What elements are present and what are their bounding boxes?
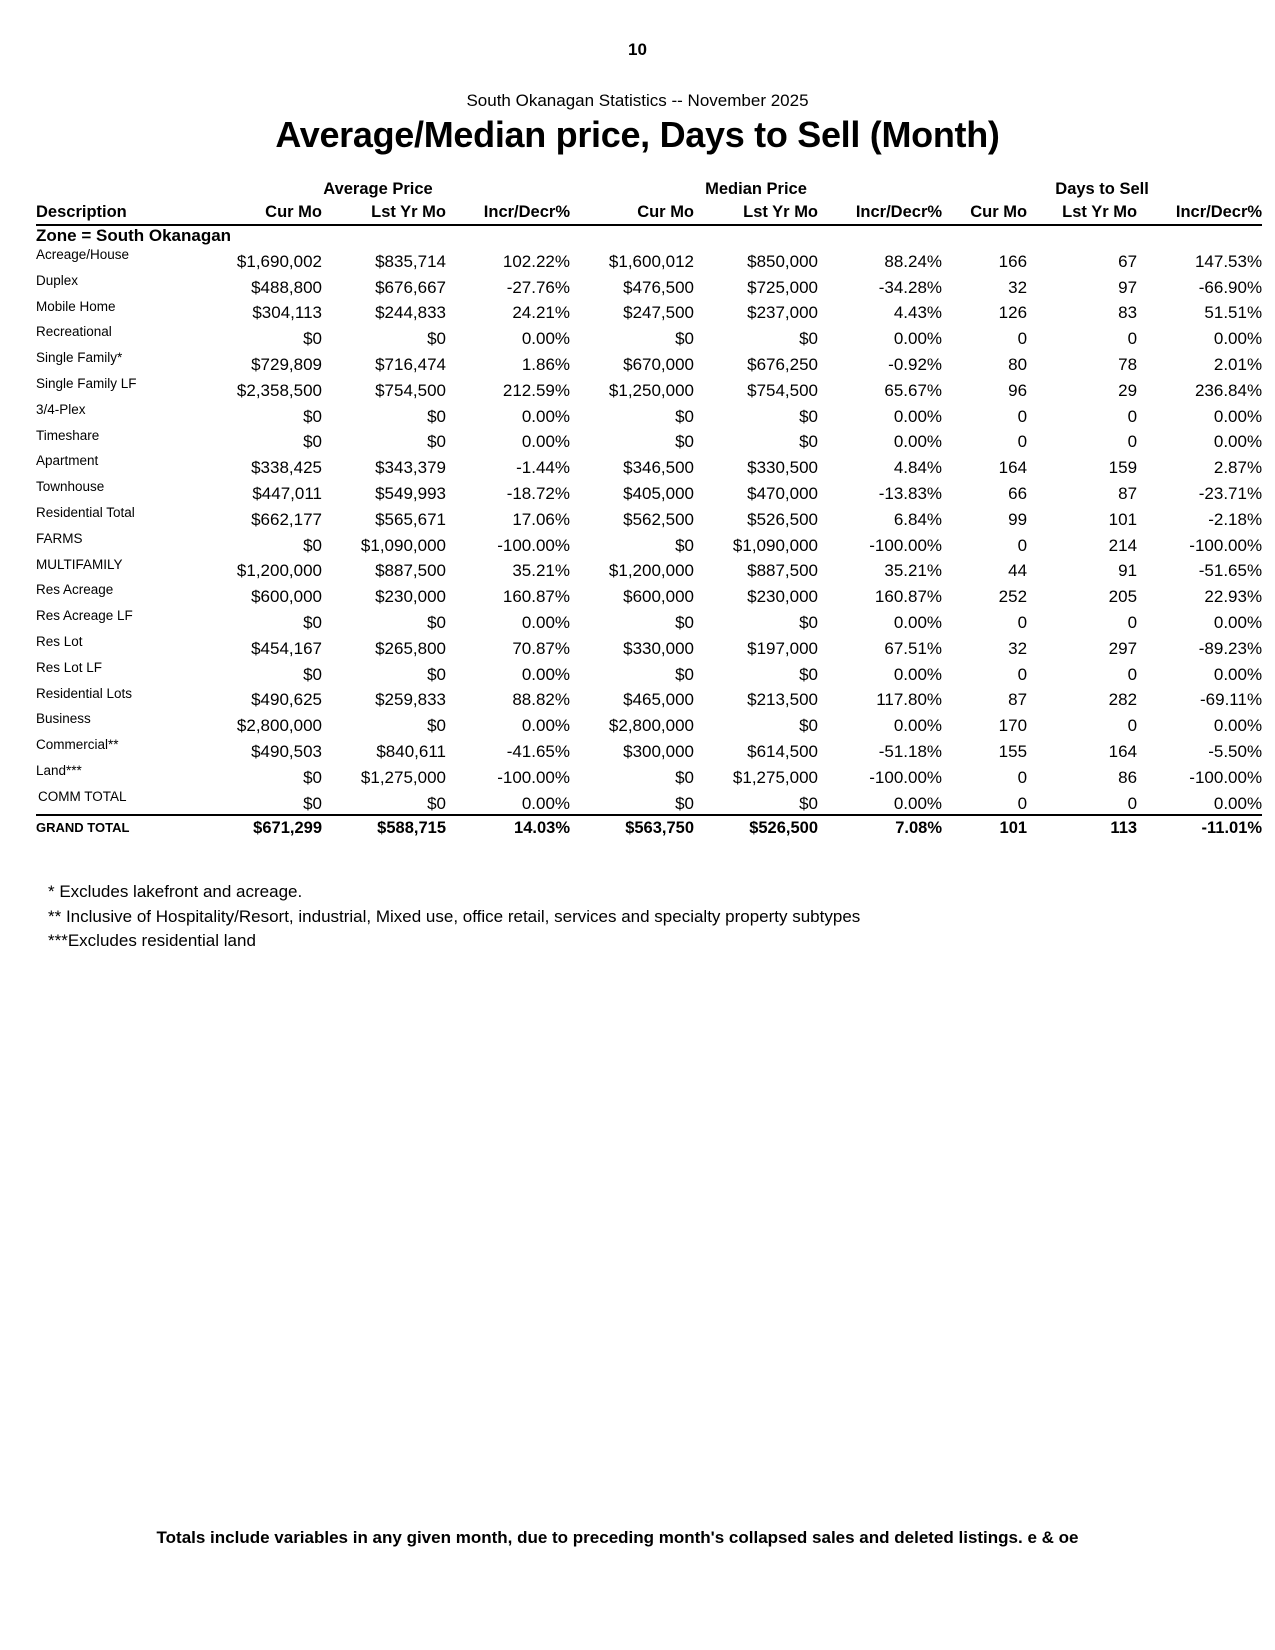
row-description: Apartment: [36, 453, 99, 469]
table-cell: -34.28%: [878, 277, 943, 297]
table-cell: $0: [675, 406, 695, 426]
table-row: [36, 633, 1262, 659]
table-cell: -1.44%: [516, 458, 571, 478]
table-cell: 86: [1118, 767, 1138, 787]
table-cell: 0.00%: [1213, 716, 1263, 736]
table-cell: $0: [570, 788, 694, 815]
table-cell: 0: [1127, 716, 1138, 736]
table-cell: 0.00%: [893, 612, 943, 632]
table-cell: 1.86%: [521, 354, 571, 374]
table-cell: 164: [1108, 741, 1138, 761]
table-cell: 147.53%: [1194, 251, 1263, 271]
row-description: Acreage/House: [36, 247, 130, 262]
table-cell: $0: [675, 432, 695, 452]
table-cell: $0: [427, 612, 446, 632]
table-cell: -89.23%: [1198, 638, 1263, 658]
grand-total-cell: 7.08%: [895, 818, 943, 837]
table-cell: 159: [1108, 458, 1138, 478]
table-cell: -66.90%: [1198, 277, 1263, 297]
row-description: Res Acreage: [36, 582, 114, 598]
table-body: [36, 225, 1262, 246]
column-header-med-cur-mo: Cur Mo: [570, 200, 694, 225]
table-cell: -2.18%: [1208, 509, 1263, 529]
table-row: [36, 788, 1262, 815]
table-cell: $470,000: [747, 483, 819, 503]
row-description: COMM TOTAL: [36, 788, 186, 815]
grand-total-cell: 113: [1110, 818, 1138, 837]
table-cell: $0: [799, 432, 819, 452]
table-cell: 0.00%: [521, 406, 571, 426]
table-cell: $1,090,000: [732, 535, 819, 555]
table-cell: 297: [1108, 638, 1138, 658]
table-row: [36, 710, 1262, 736]
table-cell: $230,000: [747, 587, 819, 607]
table-cell: 0.00%: [446, 788, 570, 815]
table-cell: $447,011: [252, 483, 322, 503]
table-cell: -100.00%: [1189, 767, 1263, 787]
table-cell: $1,090,000: [360, 535, 446, 555]
table-cell: $0: [427, 432, 446, 452]
table-cell: -41.65%: [506, 741, 571, 761]
table-cell: 87: [1118, 483, 1138, 503]
row-description: Land***: [36, 762, 82, 778]
table-cell: -51.18%: [878, 741, 943, 761]
table-cell: 0.00%: [893, 716, 943, 736]
table-cell: 96: [1008, 380, 1028, 400]
table-cell: $2,358,500: [236, 380, 322, 400]
table-cell: 0.00%: [521, 612, 571, 632]
table-cell: $729,809: [251, 354, 322, 374]
table-cell: 0.00%: [893, 664, 943, 684]
grand-total-cell: 101: [999, 818, 1028, 837]
table-cell: $662,177: [251, 509, 322, 529]
table-cell: 0.00%: [893, 432, 943, 452]
table-cell: $230,000: [375, 587, 446, 607]
table-cell: 32: [1008, 277, 1028, 297]
table-cell: -100.00%: [869, 767, 943, 787]
table-row: [36, 607, 1262, 633]
table-cell: 214: [1108, 535, 1138, 555]
table-cell: $526,500: [747, 509, 819, 529]
table-cell: $1,200,000: [236, 561, 322, 581]
table-cell: $247,500: [623, 303, 695, 323]
table-cell: $476,500: [623, 277, 695, 297]
grand-total-cell: $563,750: [625, 818, 695, 837]
grand-total-cell: $671,299: [253, 818, 322, 837]
table-cell: $490,625: [251, 690, 322, 710]
table-row: [36, 581, 1262, 607]
table-cell: $1,690,002: [236, 251, 322, 271]
table-cell: $1,250,000: [608, 380, 695, 400]
statistics-table-container: [36, 178, 1263, 840]
table-cell: -100.00%: [1189, 535, 1263, 555]
table-cell: $725,000: [747, 277, 819, 297]
table-cell: 88.24%: [884, 251, 943, 271]
group-header-days-to-sell: Days to Sell: [1055, 179, 1149, 198]
table-cell: $716,474: [375, 354, 446, 374]
table-cell: $0: [303, 612, 322, 632]
column-group-header-row: [36, 178, 1262, 200]
row-description: Single Family LF: [36, 375, 137, 391]
grand-total-label: GRAND TOTAL: [36, 819, 130, 835]
group-header-average-price: Average Price: [323, 179, 433, 198]
column-header-dts-lst-yr-mo: Lst Yr Mo: [1027, 200, 1137, 225]
table-cell: 0.00%: [1213, 432, 1263, 452]
row-description: Townhouse: [36, 479, 105, 495]
table-cell: 4.84%: [893, 458, 943, 478]
table-cell: 0.00%: [1213, 664, 1263, 684]
table-cell: 0.00%: [521, 329, 571, 349]
table-cell: $0: [675, 612, 695, 632]
table-cell: -100.00%: [869, 535, 943, 555]
table-cell: 87: [1008, 690, 1028, 710]
table-cell: 35.21%: [884, 561, 943, 581]
table-cell: -13.83%: [878, 483, 943, 503]
table-cell: $0: [799, 406, 819, 426]
row-description: Commercial**: [36, 737, 119, 753]
grand-total-body: [36, 815, 1262, 840]
table-cell: 78: [1118, 354, 1138, 374]
zone-label: Zone = South Okanagan: [36, 226, 232, 245]
table-cell: $197,000: [747, 638, 819, 658]
group-header-median-price: Median Price: [705, 179, 807, 198]
table-cell: 35.21%: [512, 561, 571, 581]
table-row: [36, 685, 1262, 711]
table-cell: 17.06%: [512, 509, 571, 529]
table-cell: -27.76%: [506, 277, 571, 297]
table-cell: -0.92%: [888, 354, 943, 374]
row-description: MULTIFAMILY: [36, 556, 123, 572]
report-title: Average/Median price, Days to Sell (Month): [275, 114, 1000, 155]
table-cell: $0: [799, 329, 819, 349]
row-description: Residential Lots: [36, 685, 133, 701]
table-cell: 44: [1008, 561, 1028, 581]
row-description: Timeshare: [36, 427, 100, 443]
row-description: 3/4-Plex: [36, 401, 86, 417]
grand-total-cell: 14.03%: [514, 818, 571, 837]
table-cell: $1,200,000: [608, 561, 695, 581]
table-cell: 117.80%: [876, 690, 943, 710]
table-cell: $670,000: [623, 354, 695, 374]
table-cell: $454,167: [251, 638, 322, 658]
table-cell: $259,833: [375, 690, 446, 710]
grand-total-cell: $588,715: [377, 818, 446, 837]
table-cell: 80: [1008, 354, 1028, 374]
table-cell: 160.87%: [502, 587, 571, 607]
table-cell: 212.59%: [502, 380, 571, 400]
row-description: Res Lot: [36, 633, 83, 649]
table-row: [36, 452, 1262, 478]
group-header-spacer: [36, 178, 186, 200]
table-cell: 0.00%: [1137, 788, 1262, 815]
row-description: FARMS: [36, 530, 83, 546]
table-cell: $0: [675, 329, 695, 349]
table-cell: $676,250: [747, 354, 819, 374]
table-cell: 29: [1118, 380, 1138, 400]
table-cell: 166: [998, 251, 1028, 271]
table-row: [36, 762, 1262, 788]
table-cell: 24.21%: [512, 303, 571, 323]
table-cell: -100.00%: [497, 767, 571, 787]
table-cell: $565,671: [375, 509, 446, 529]
table-cell: $300,000: [623, 741, 695, 761]
table-cell: $346,500: [623, 458, 695, 478]
row-description: Mobile Home: [36, 298, 116, 314]
table-cell: $237,000: [747, 303, 819, 323]
table-cell: $1,275,000: [732, 767, 819, 787]
table-row: [36, 659, 1262, 685]
table-cell: 205: [1108, 587, 1138, 607]
table-cell: $562,500: [623, 509, 695, 529]
table-cell: 0: [1017, 432, 1028, 452]
zone-row: [36, 225, 1262, 246]
table-cell: $614,500: [747, 741, 819, 761]
table-cell: $887,500: [747, 561, 819, 581]
table-row: [36, 478, 1262, 504]
table-cell: $676,667: [375, 277, 446, 297]
table-row: [36, 298, 1262, 324]
table-cell: 0: [1127, 664, 1138, 684]
table-cell: $887,500: [375, 561, 446, 581]
table-cell: 0: [1017, 612, 1028, 632]
table-cell: 97: [1118, 277, 1138, 297]
table-cell: 91: [1118, 561, 1138, 581]
table-cell: 0: [1017, 664, 1028, 684]
row-description: Residential Total: [36, 504, 135, 520]
table-cell: $0: [303, 664, 322, 684]
column-header-med-incr-decr: Incr/Decr%: [818, 200, 942, 225]
table-cell: $244,833: [375, 303, 446, 323]
table-cell: 0.00%: [893, 329, 943, 349]
table-cell: $754,500: [747, 380, 819, 400]
table-cell: $1,275,000: [360, 767, 446, 787]
column-header-dts-incr-decr: Incr/Decr%: [1137, 200, 1262, 225]
table-cell: 65.67%: [884, 380, 943, 400]
grand-total-cell: $526,500: [749, 818, 819, 837]
table-cell: $0: [303, 329, 322, 349]
table-cell: $465,000: [623, 690, 695, 710]
table-cell: $0: [303, 406, 322, 426]
table-cell: $0: [303, 535, 322, 555]
table-row: [36, 556, 1262, 582]
table-cell: $0: [322, 788, 446, 815]
table-cell: $488,800: [251, 277, 322, 297]
table-cell: 0.00%: [818, 788, 942, 815]
table-cell: $405,000: [623, 483, 695, 503]
table-cell: 99: [1008, 509, 1028, 529]
table-row: [36, 427, 1262, 453]
table-cell: $330,000: [623, 638, 695, 658]
table-row: [36, 530, 1262, 556]
table-cell: 170: [998, 716, 1028, 736]
table-row: [36, 272, 1262, 298]
grand-total-cell: -11.01%: [1201, 818, 1263, 837]
table-cell: $850,000: [747, 251, 819, 271]
table-cell: 0.00%: [521, 432, 571, 452]
table-cell: $338,425: [251, 458, 322, 478]
row-description: Duplex: [36, 272, 79, 288]
table-cell: 66: [1008, 483, 1028, 503]
footnote-commercial: ** Inclusive of Hospitality/Resort, industrial, Mixed use, office retail, services and specialty property subtypes: [48, 906, 861, 926]
table-cell: 0: [1127, 329, 1138, 349]
table-cell: $549,993: [375, 483, 446, 503]
table-cell: -5.50%: [1208, 741, 1263, 761]
table-cell: 0: [1017, 767, 1028, 787]
table-cell: 236.84%: [1194, 380, 1263, 400]
table-cell: 67.51%: [884, 638, 943, 658]
table-cell: -18.72%: [506, 483, 571, 503]
table-cell: 0.00%: [893, 406, 943, 426]
table-cell: $0: [675, 767, 695, 787]
table-cell: 0.00%: [521, 664, 571, 684]
table-cell: $840,611: [376, 741, 446, 761]
table-cell: $0: [303, 432, 322, 452]
table-cell: 101: [1108, 509, 1138, 529]
table-cell: 155: [998, 741, 1028, 761]
table-cell: 4.43%: [893, 303, 943, 323]
table-row: [36, 504, 1262, 530]
table-cell: -51.65%: [1198, 561, 1263, 581]
table-cell: 83: [1118, 303, 1138, 323]
table-cell: 32: [1008, 638, 1028, 658]
table-row: [36, 246, 1262, 272]
row-description: Single Family*: [36, 350, 123, 366]
table-cell: $265,800: [375, 638, 446, 658]
column-header-description: Description: [36, 200, 186, 225]
footnote-land: ***Excludes residential land: [48, 931, 256, 950]
table-row: [36, 401, 1262, 427]
table-cell: 0: [1127, 432, 1138, 452]
disclaimer: Totals include variables in any given month, due to preceding month's collapsed sales and deleted listings. e & oe: [156, 1528, 1079, 1547]
table-cell: 102.22%: [502, 251, 571, 271]
table-cell: $1,600,012: [608, 251, 695, 271]
table-cell: 67: [1118, 251, 1138, 271]
table-cell: $600,000: [623, 587, 695, 607]
table-cell: 0: [1017, 535, 1028, 555]
report-subtitle: South Okanagan Statistics -- November 2025: [466, 91, 809, 110]
table-cell: 0: [1017, 329, 1028, 349]
grand-total-row: [36, 815, 1262, 840]
column-header-row: [36, 200, 1262, 225]
table-cell: 88.82%: [512, 690, 571, 710]
table-cell: 22.93%: [1204, 587, 1263, 607]
table-cell: $0: [799, 716, 819, 736]
table-cell: 0.00%: [1213, 406, 1263, 426]
table-cell: $0: [427, 664, 446, 684]
table-cell: 160.87%: [874, 587, 943, 607]
table-cell: $490,503: [251, 741, 322, 761]
column-header-avg-incr-decr: Incr/Decr%: [446, 200, 570, 225]
table-cell: $0: [427, 716, 446, 736]
table-cell: $0: [427, 406, 446, 426]
data-rows: [36, 246, 1262, 815]
table-cell: $0: [303, 767, 322, 787]
table-cell: 282: [1108, 690, 1138, 710]
column-header-dts-cur-mo: Cur Mo: [942, 200, 1027, 225]
table-cell: 164: [998, 458, 1028, 478]
table-cell: $213,500: [747, 690, 819, 710]
table-cell: $0: [186, 788, 322, 815]
table-cell: 2.87%: [1213, 458, 1263, 478]
table-cell: -100.00%: [497, 535, 571, 555]
table-row: [36, 736, 1262, 762]
table-cell: $0: [799, 664, 819, 684]
table-cell: 252: [998, 587, 1028, 607]
table-cell: $343,379: [375, 458, 446, 478]
table-cell: 0: [1017, 406, 1028, 426]
table-cell: 70.87%: [512, 638, 571, 658]
table-cell: -69.11%: [1200, 690, 1263, 710]
table-cell: $835,714: [375, 251, 446, 271]
table-cell: $0: [799, 612, 819, 632]
footnotes: [48, 880, 860, 954]
statistics-table: [36, 178, 1262, 840]
table-cell: $600,000: [251, 587, 322, 607]
footnote-single-family: * Excludes lakefront and acreage.: [48, 882, 303, 901]
table-cell: 6.84%: [893, 509, 943, 529]
table-cell: 51.51%: [1204, 303, 1263, 323]
row-description: Res Lot LF: [36, 659, 103, 675]
table-cell: 126: [998, 303, 1028, 323]
table-row: [36, 375, 1262, 401]
table-cell: $0: [427, 329, 446, 349]
table-cell: 0: [1027, 788, 1137, 815]
row-description: Recreational: [36, 324, 112, 340]
table-cell: $2,800,000: [236, 716, 322, 736]
row-description: Business: [36, 711, 91, 727]
table-cell: $0: [675, 535, 695, 555]
table-cell: $0: [694, 788, 818, 815]
table-row: [36, 323, 1262, 349]
table-row: [36, 349, 1262, 375]
table-cell: -23.71%: [1198, 483, 1263, 503]
table-cell: 0: [1127, 612, 1138, 632]
table-cell: $330,500: [747, 458, 819, 478]
column-header-avg-cur-mo: Cur Mo: [186, 200, 322, 225]
row-description: Res Acreage LF: [36, 608, 133, 624]
table-cell: $304,113: [252, 303, 322, 323]
table-cell: 2.01%: [1213, 354, 1263, 374]
table-cell: 0.00%: [1213, 329, 1263, 349]
table-cell: $2,800,000: [608, 716, 695, 736]
column-header-avg-lst-yr-mo: Lst Yr Mo: [322, 200, 446, 225]
page-number: 10: [628, 40, 647, 59]
table-cell: 0: [1127, 406, 1138, 426]
table-cell: $0: [675, 664, 695, 684]
table-cell: $754,500: [375, 380, 446, 400]
table-cell: 0.00%: [1213, 612, 1263, 632]
table-cell: 0.00%: [521, 716, 571, 736]
table-cell: 0: [942, 788, 1027, 815]
column-header-med-lst-yr-mo: Lst Yr Mo: [694, 200, 818, 225]
